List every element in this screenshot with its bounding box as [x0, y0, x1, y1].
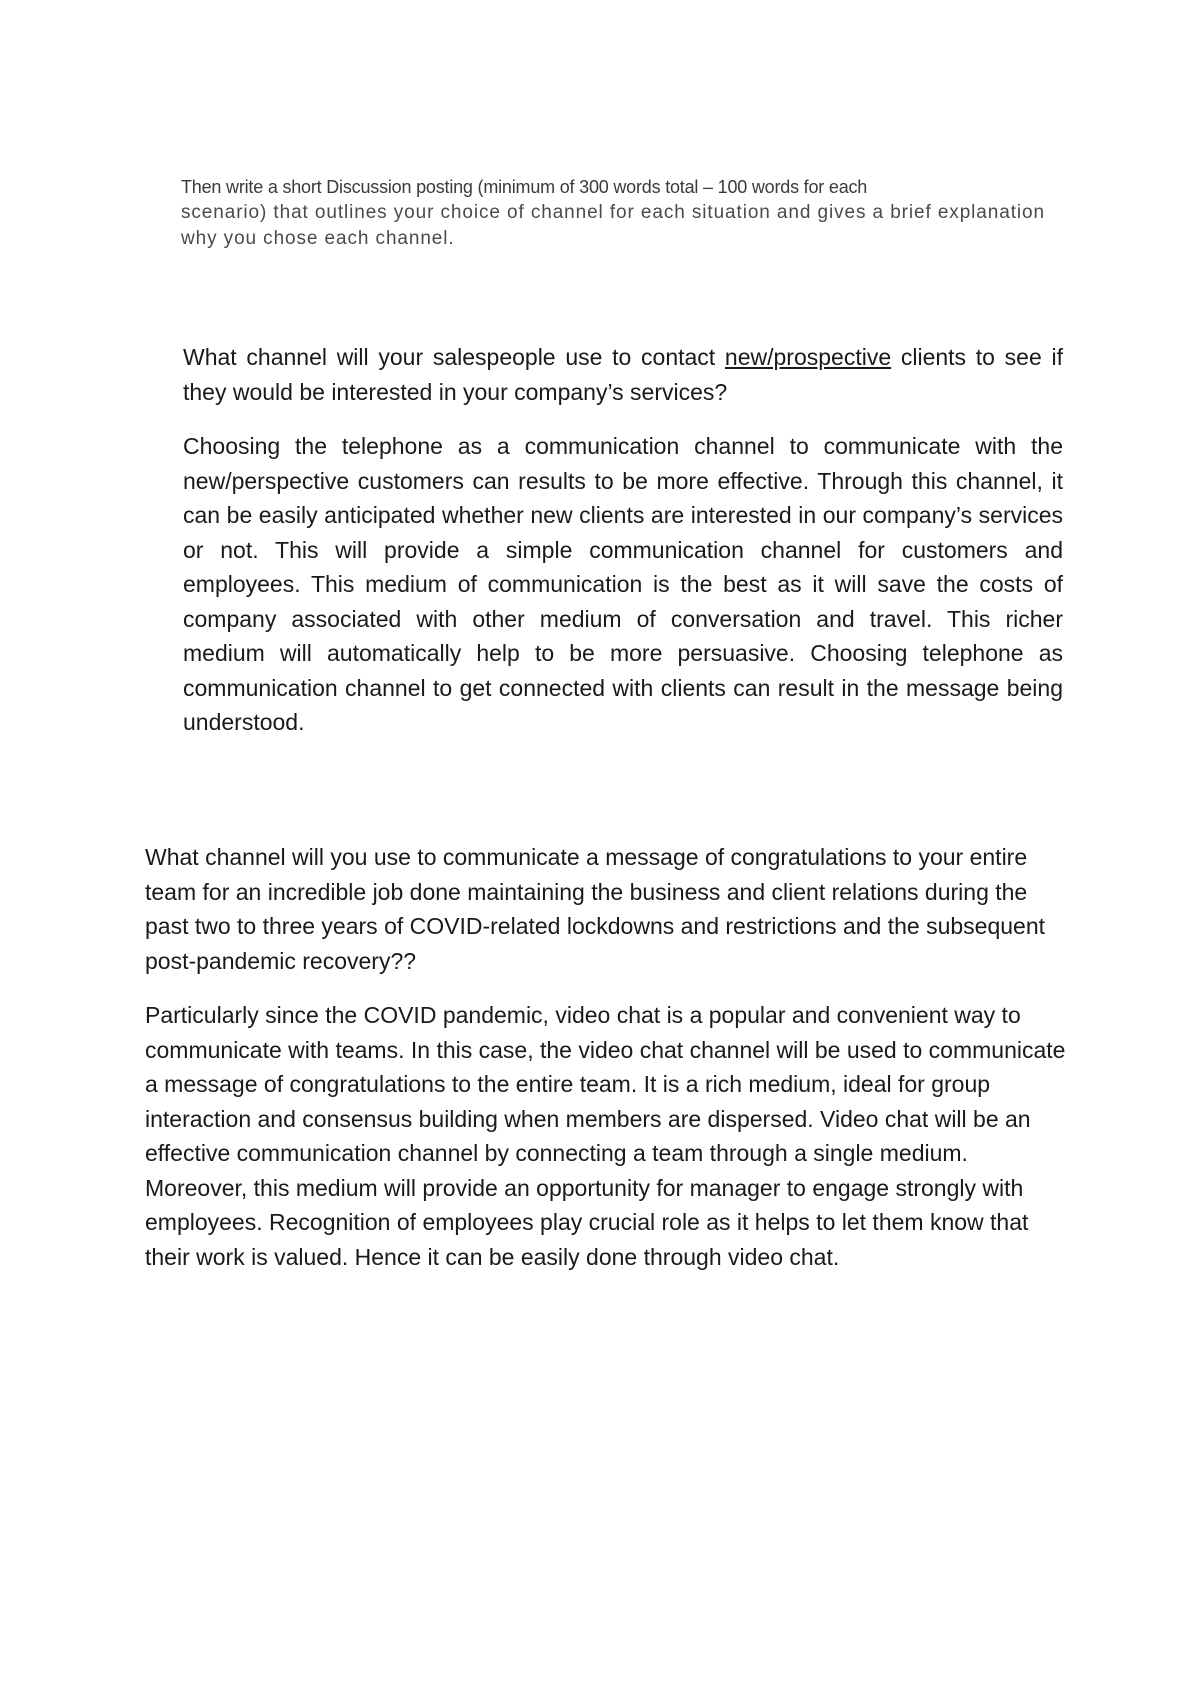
- scenario-2-answer: Particularly since the COVID pandemic, video chat is a popular and convenient way to communicate with teams. In this case, the video chat channel will be used to communicate a message of congratulations to the entire team. It is a rich medium, ideal for group interaction and consensus building when members are dispersed. Video chat will be an effective communication channel by connecting a team through a single medium. Moreover, this medium will provide an opportunity for manager to engage strongly with employees. Recognition of employees play crucial role as it helps to let them know that their work is valued. Hence it can be easily done through video chat.: [145, 1002, 1066, 1270]
- scenario-1-section: [183, 340, 1063, 740]
- scenario-1-question-start: What channel will your salespeople use to contact: [183, 344, 725, 370]
- scenario-1-answer: Choosing the telephone as a communication channel to communicate with the new/perspective customers can results to be more effective. Through this channel, it can be easily anticipated whether new clients are interested in our company’s services or not. This will provide a simple communication channel for customers and employees. This medium of communication is the best as it will save the costs of company associated with other medium of conversation and travel. This richer medium will automatically help to be more persuasive. Choosing telephone as communication channel to get connected with clients can result in the message being understood.: [183, 433, 1063, 735]
- scenario-2-section: [145, 840, 1075, 1274]
- intro-line-1: Then write a short Discussion posting (minimum of 300 words total – 100 words for each: [181, 177, 868, 197]
- scenario-1-question-end: clients to see if they would be interested in your company’s services?: [183, 344, 1063, 405]
- intro-instructions: [181, 174, 1061, 252]
- scenario-1-question-underlined: new/prospective: [724, 344, 892, 370]
- intro-line-2: scenario) that outlines your choice of channel for each situation and gives a brief explanation why you chose each channel.: [181, 202, 1045, 249]
- scenario-1-question: [183, 340, 1063, 409]
- scenario-2-question: What channel will you use to communicate a message of congratulations to your entire team for an incredible job done maintaining the business and client relations during the past two to three years of COVID-related lockdowns and restrictions and the subsequent post-pandemic recovery??: [145, 844, 1046, 974]
